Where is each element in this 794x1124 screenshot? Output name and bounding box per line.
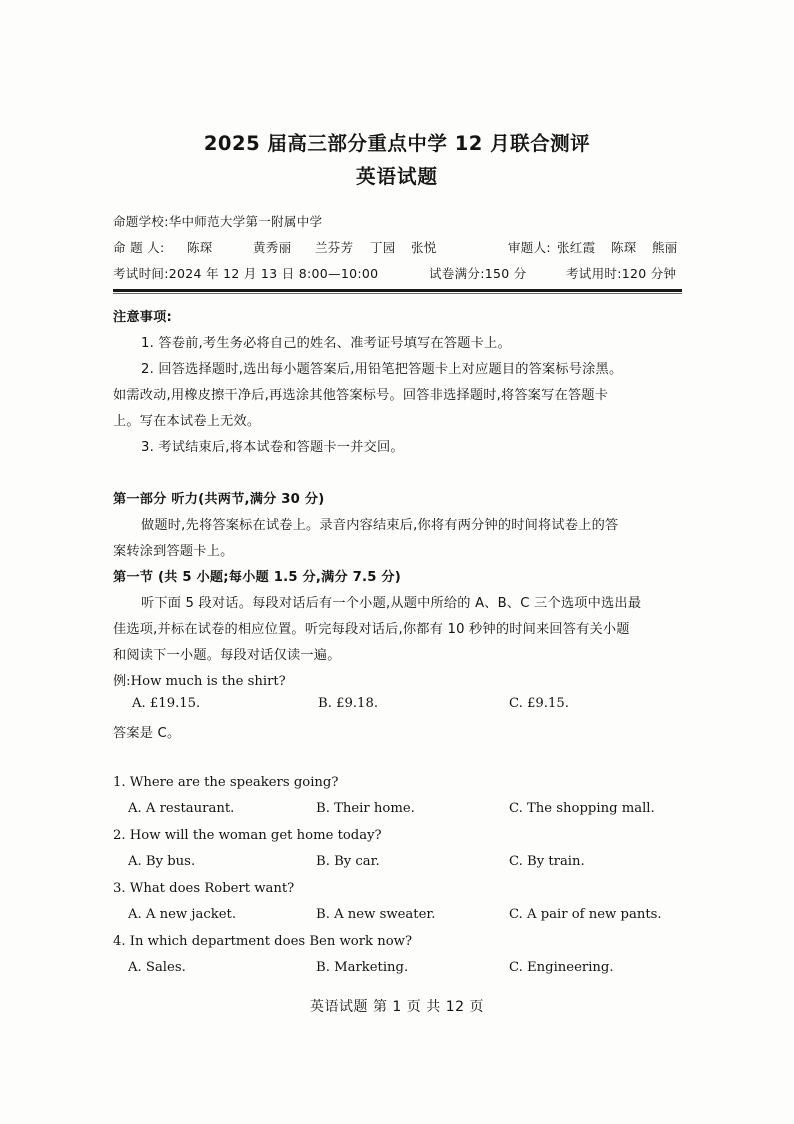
example-option: A. £19.15. xyxy=(132,696,201,711)
notice-item-cont: 如需改动,用橡皮擦干净后,再选涂其他答案标号。回答非选择题时,将答案写在答题卡 xyxy=(113,388,609,403)
notice-item: 1. 答卷前,考生务必将自己的姓名、准考证号填写在答题卡上。 xyxy=(141,336,511,351)
exam-subject: 英语试题 xyxy=(355,165,438,188)
notice-item: 3. 考试结束后,将本试卷和答题卡一并交回。 xyxy=(141,440,404,455)
section-instructions: 佳选项,并标在试卷的相应位置。听完每段对话后,你都有 10 秒钟的时间来回答有关小题 xyxy=(113,622,630,637)
example-answer: 答案是 C。 xyxy=(113,726,181,741)
author-name: 丁园 xyxy=(370,240,396,255)
question-option: C. Engineering. xyxy=(509,960,614,975)
notice-heading: 注意事项: xyxy=(113,310,173,325)
reviewer-name: 陈琛 xyxy=(611,240,637,255)
page-footer: 英语试题 第 1 页 共 12 页 xyxy=(310,999,484,1015)
header-divider-thin xyxy=(113,293,682,294)
question-option: B. Their home. xyxy=(316,801,415,816)
author-name: 张悦 xyxy=(411,240,437,255)
question-text: 2. How will the woman get home today? xyxy=(113,828,382,843)
author-school: 命题学校:华中师范大学第一附属中学 xyxy=(113,214,323,229)
section-instructions: 听下面 5 段对话。每段对话后有一个小题,从题中所给的 A、B、C 三个选项中选出最 xyxy=(141,596,642,611)
question-option: A. Sales. xyxy=(128,960,186,975)
part-heading: 第一部分 听力(共两节,满分 30 分) xyxy=(113,492,325,507)
reviewers-label: 审题人: xyxy=(508,240,551,255)
reviewer-name: 张红霞 xyxy=(557,240,596,255)
question-option: A. A restaurant. xyxy=(128,801,235,816)
full-score: 试卷满分:150 分 xyxy=(429,266,527,281)
example-question: 例:How much is the shirt? xyxy=(113,674,286,689)
exam-duration: 考试用时:120 分钟 xyxy=(566,266,677,281)
question-option: C. The shopping mall. xyxy=(509,801,655,816)
question-option: B. Marketing. xyxy=(316,960,409,975)
reviewer-name: 熊丽 xyxy=(652,240,678,255)
author-name: 陈琛 xyxy=(187,240,213,255)
question-option: A. By bus. xyxy=(128,854,196,869)
section-heading: 第一节 (共 5 小题;每小题 1.5 分,满分 7.5 分) xyxy=(113,570,402,585)
question-text: 4. In which department does Ben work now? xyxy=(113,934,413,949)
question-option: B. A new sweater. xyxy=(316,907,436,922)
question-option: C. By train. xyxy=(509,854,585,869)
question-text: 1. Where are the speakers going? xyxy=(113,775,339,790)
question-option: A. A new jacket. xyxy=(128,907,237,922)
exam-title: 2025 届高三部分重点中学 12 月联合测评 xyxy=(203,132,591,155)
part-intro: 做题时,先将答案标在试卷上。录音内容结束后,你将有两分钟的时间将试卷上的答 xyxy=(141,518,619,533)
question-text: 3. What does Robert want? xyxy=(113,881,295,896)
notice-item-cont: 上。写在本试卷上无效。 xyxy=(113,414,261,429)
section-instructions: 和阅读下一小题。每段对话仅读一遍。 xyxy=(113,648,341,663)
author-name: 黄秀丽 xyxy=(253,240,292,255)
author-name: 兰芬芳 xyxy=(315,240,354,255)
example-option: C. £9.15. xyxy=(509,696,569,711)
notice-item: 2. 回答选择题时,选出每小题答案后,用铅笔把答题卡上对应题目的答案标号涂黑。 xyxy=(141,362,623,377)
exam-time: 考试时间:2024 年 12 月 13 日 8:00—10:00 xyxy=(113,266,379,281)
example-option: B. £9.18. xyxy=(318,696,379,711)
authors-label: 命 题 人: xyxy=(113,240,165,255)
header-divider xyxy=(113,289,682,292)
part-intro: 案转涂到答题卡上。 xyxy=(113,544,234,559)
question-option: B. By car. xyxy=(316,854,380,869)
question-option: C. A pair of new pants. xyxy=(509,907,662,922)
